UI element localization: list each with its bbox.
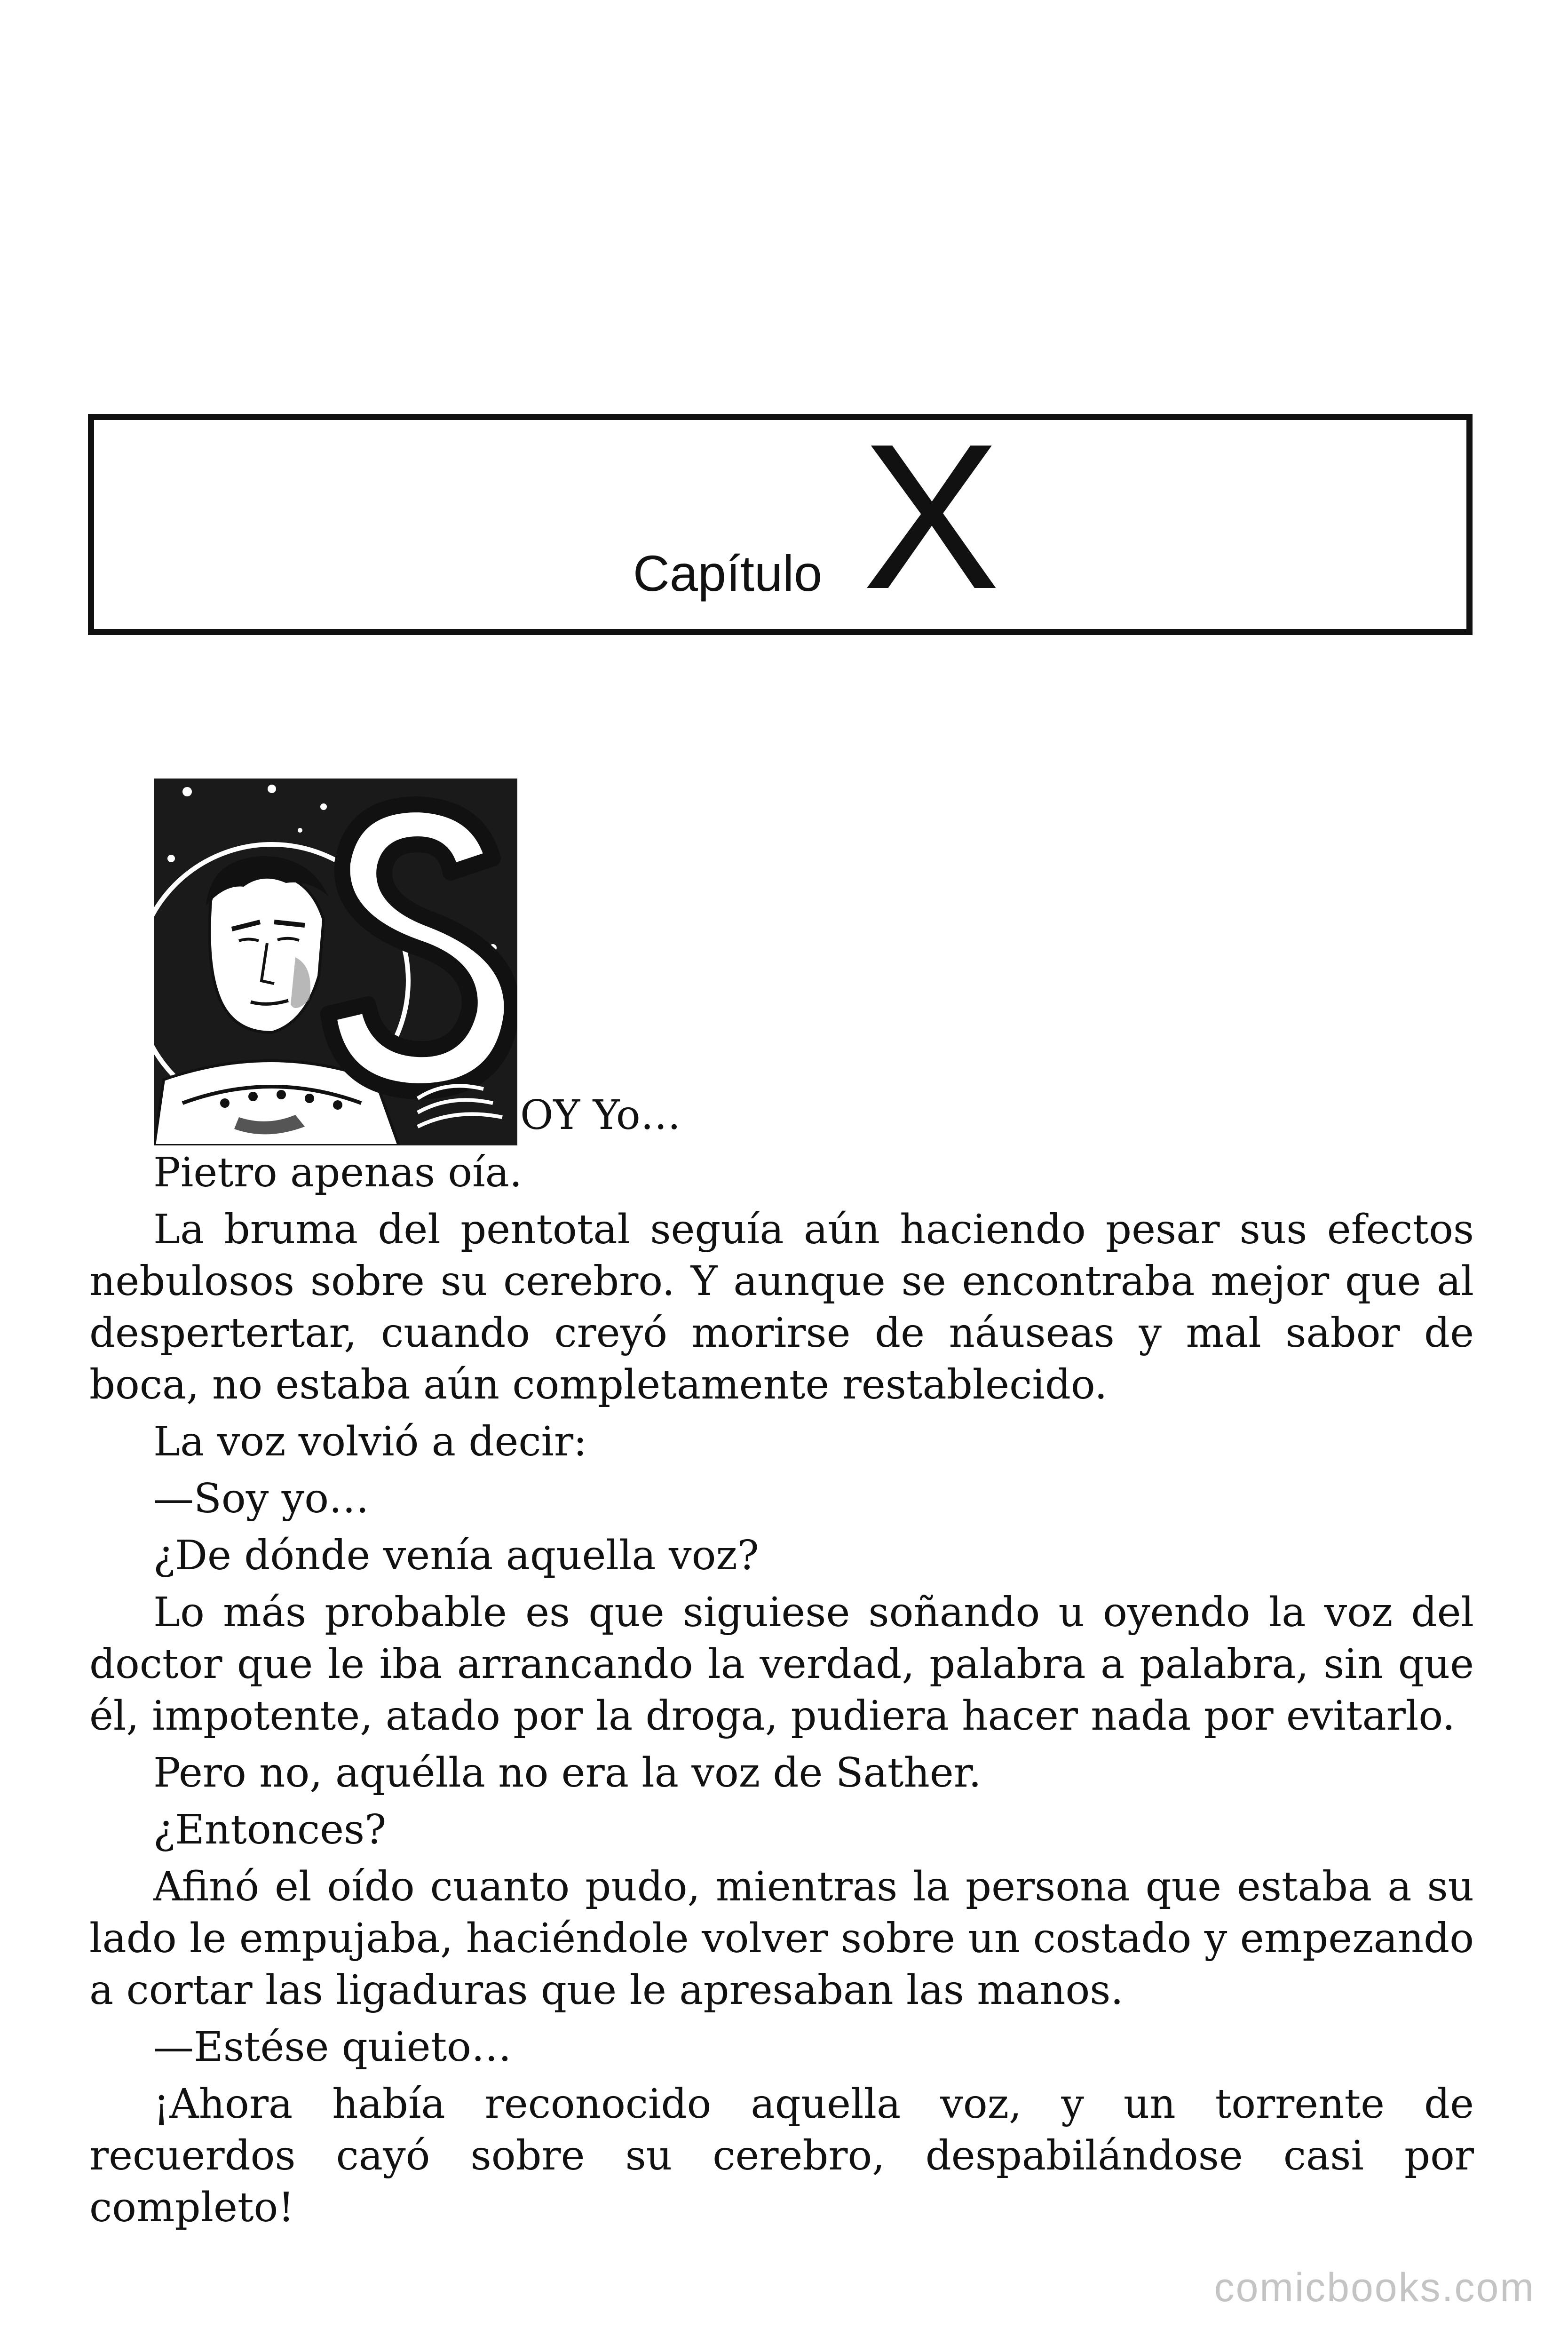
paragraph: Afinó el oído cuanto pudo, mientras la persona que estaba a su lado le empujaba, haciéndole volver sobre un costado y empezando a cortar las ligaduras que le apresaban las manos. [89,1863,1474,2014]
drop-cap-illustration [154,779,517,1145]
paragraph: Pietro apenas oía. [153,1149,523,1196]
chapter-heading-box [88,401,1473,635]
opening-line: OY Yo… [520,1092,681,1139]
paragraph: —Estése quieto… [153,2024,512,2071]
paragraph: La bruma del pentotal seguía aún haciendo pesar sus efectos nebulosos sobre su cerebro. Y aunque se encontraba mejor que al despertertar, cuando creyó morirse de náuseas y mal sabor de boca, no estaba aún completamente restablecido. [89,1206,1474,1408]
paragraph: ¿De dónde venía aquella voz? [153,1532,759,1579]
paragraph: Lo más probable es que siguiese soñando u oyendo la voz del doctor que le iba arrancando la verdad, palabra a palabra, sin que él, impotente, atado por la droga, pudiera hacer nada por evitarlo. [89,1589,1474,1740]
chapter-numeral: X [862,401,1000,632]
body-text [89,1147,1474,2239]
paragraph: ¿Entonces? [153,1806,387,1853]
paragraph: —Soy yo… [153,1475,369,1522]
watermark: comicbooks.com [1214,2265,1535,2310]
chapter-label: Capítulo [633,545,823,602]
paragraph: La voz volvió a decir: [153,1418,587,1465]
paragraph: Pero no, aquélla no era la voz de Sather. [153,1749,982,1796]
paragraph: ¡Ahora había reconocido aquella voz, y un torrente de recuerdos cayó sobre su cerebro, despabilándose casi por completo! [89,2081,1474,2231]
